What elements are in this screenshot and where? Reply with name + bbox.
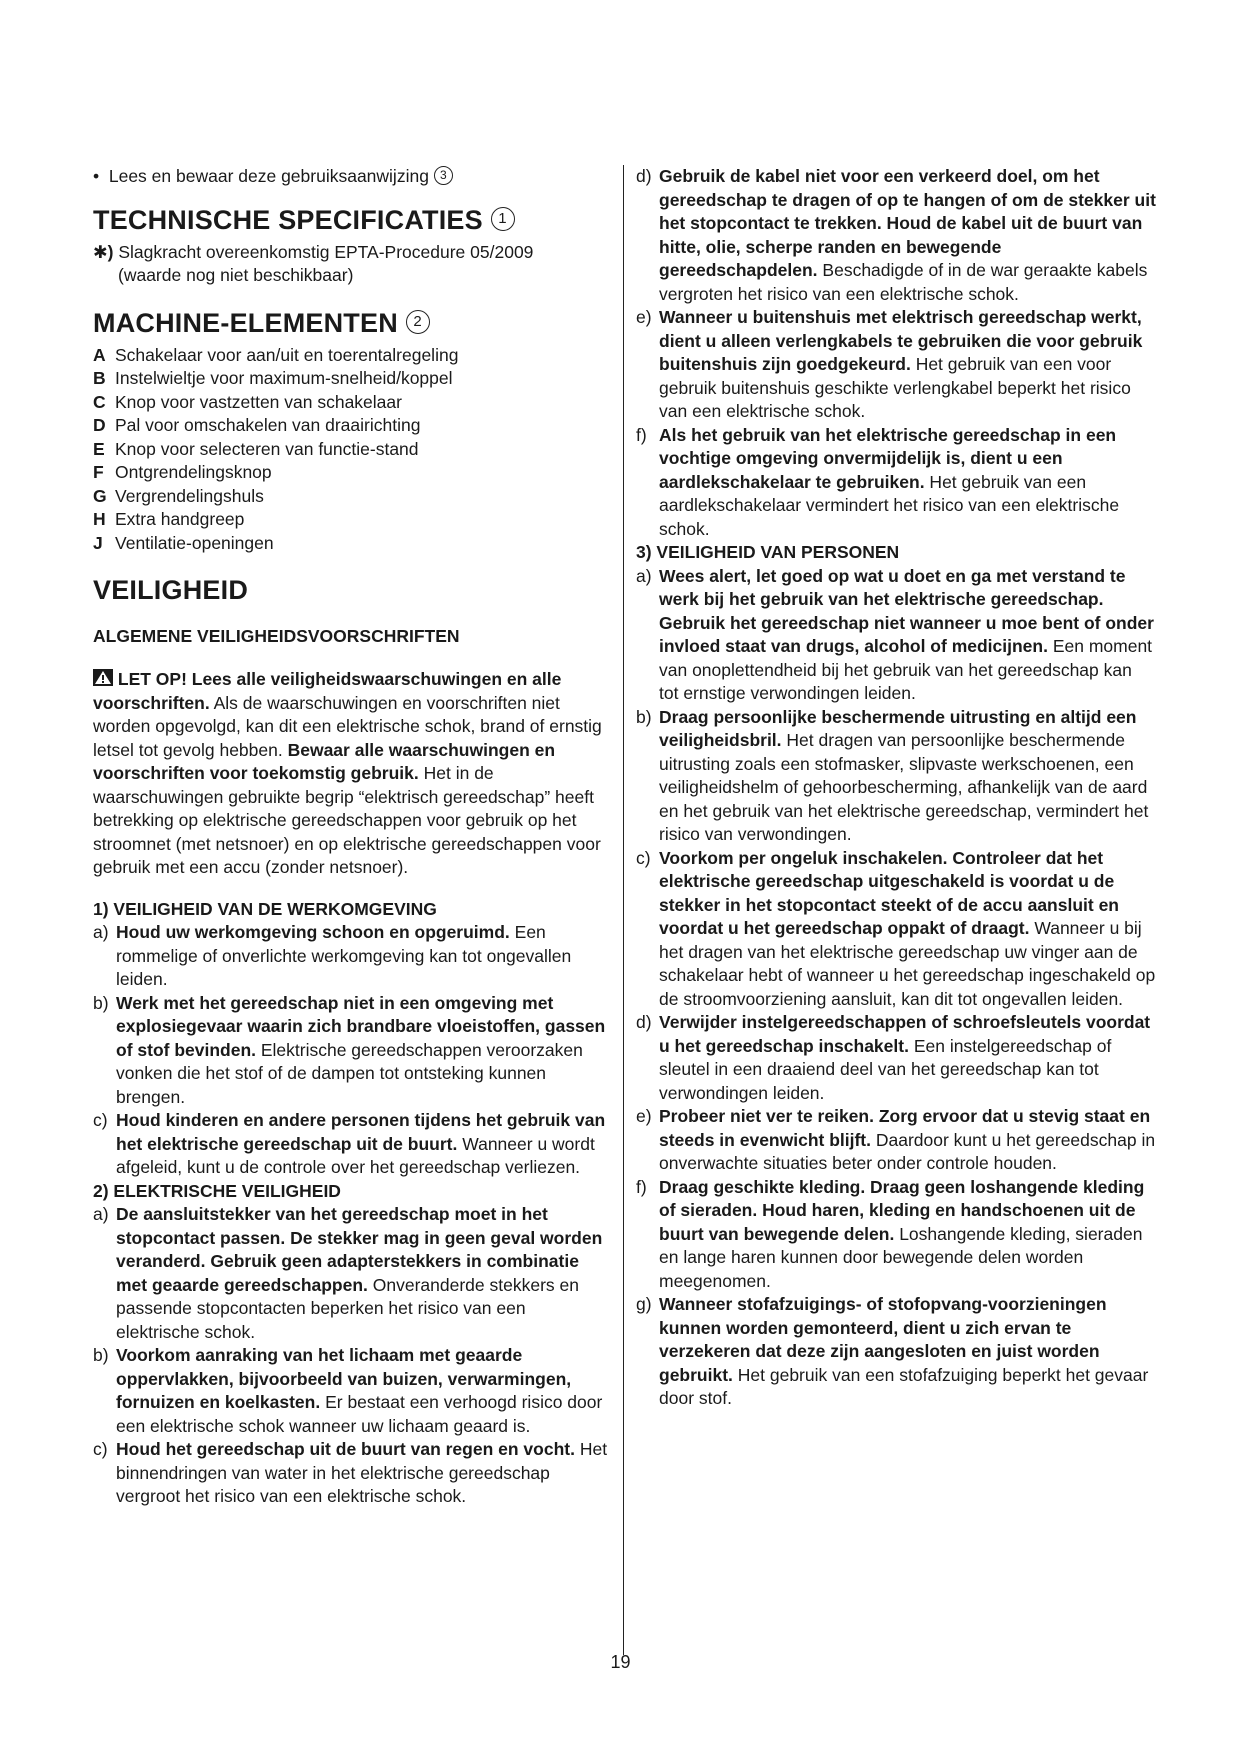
part-key: B [93,368,106,388]
sec3-item-e [636,1105,1156,1176]
item-text: Beschadigde of in de war geraakte kabels vergroten het risico van een elektrische schok. [659,260,1148,304]
figure-ref-3: 3 [434,166,453,185]
sec2-item-f [636,424,1156,542]
item-text: Loshangende kleding, sieraden en lange haren kunnen door bewegende delen worden meegenomen. [659,1223,1143,1291]
item-bold-text: Voorkom per ongeluk inschakelen. Controleer dat het elektrische gereedschap uitgeschakeld is voordat u de stekker in het stopcontact steekt of de accu aansluit en voordat u het gereedschap oppakt of draagt. [659,847,1119,938]
item-bold-text: Probeer niet ver te reiken. Zorg ervoor dat u stevig staat en steeds in evenwicht blijft. [659,1106,1151,1150]
section-1-title: 1) VEILIGHEID VAN DE WERKOMGEVING [93,898,437,919]
sec3-item-a [636,565,1156,706]
sec1-item-b [93,992,613,1110]
tech-spec-note: ✱) Slagkracht overeenkomstig EPTA-Procedure 05/2009 (waarde nog niet beschikbaar) [93,241,534,285]
item-bold-text: Voorkom aanraking van het lichaam met geaarde oppervlakken, bijvoorbeeld van buizen, verwarmingen, fornuizen en koelkasten. [116,1345,572,1412]
item-label: a) [93,922,109,942]
item-label: f) [636,424,647,445]
warning-icon [93,669,113,686]
item-label: c) [636,847,651,868]
item-text: Er bestaat een verhoogd risico door een elektrische schok wanneer uw lichaam geaard is. [116,1392,603,1436]
part-label: Vergrendelingshuls [115,485,264,506]
item-text: Daardoor kunt u het gereedschap in onverwachte situaties beter onder controle houden. [659,1129,1156,1173]
general-warning: LET OP! Lees alle veiligheidswaarschuwingen en alle voorschriften. Als de waarschuwingen en voorschriften niet worden opgevolgd, kan dit een elektrische schok, brand of ernstig letsel tot gevolg hebben. Bewaar alle waarschuwingen en voorschriften voor toekomstig gebruik. Het in de waarschuwingen gebruikte begrip “elektrisch gereedschap” heeft betrekking op elektrische gereedschappen voor gebruik op het stroomnet (met netsnoer) en op elektrische gereedschappen voor gebruik met een accu (zonder netsnoer). [93,669,602,877]
machine-part-d [93,414,613,438]
item-text: Elektrische gereedschappen veroorzaken vonken die het stof of de dampen tot ontsteking kunnen brengen. [116,1039,583,1107]
item-label: b) [636,706,652,727]
asterisk-mark: ✱) [93,241,114,262]
item-text: Een instelgereedschap of sleutel in een draaiend deel van het gereedschap kan tot verwondingen leiden. [659,1035,1112,1103]
item-text: Het gebruik van een aardlekschakelaar vermindert het risico van een elektrische schok. [659,471,1120,539]
section-2-title: 2) ELEKTRISCHE VEILIGHEID [93,1180,341,1201]
item-text: Het gebruik van een stofafzuiging beperkt het gevaar door stof. [659,1364,1149,1408]
item-bold-text: Houd het gereedschap uit de buurt van regen en vocht. [116,1439,575,1459]
sec1-item-c [93,1109,613,1180]
column-divider [623,165,624,1655]
item-label: f) [636,1176,647,1197]
item-label: c) [93,1439,108,1459]
item-bold-text: Draag persoonlijke beschermende uitrusting en altijd een veiligheidsbril. [659,706,1137,750]
part-label: Extra handgreep [115,509,245,529]
item-label: e) [636,307,652,327]
figure-ref-1: 1 [491,207,515,231]
part-key: F [93,462,104,482]
item-text: Het dragen van persoonlijke beschermende uitrusting zoals een stofmasker, slipvaste werkschoenen, een veiligheidshelm of gehoorbescherming, afhankelijk van de aard en het gebruik van het elektrische gereedschap, vermindert het risico van verwondingen. [659,730,1149,844]
figure-ref-2: 2 [406,310,430,334]
item-label: b) [93,992,109,1013]
page-number: 19 [610,1652,631,1672]
item-label: g) [636,1294,652,1314]
sec2-item-a [93,1203,613,1344]
item-label: e) [636,1106,652,1126]
item-bold-text: Houd uw werkomgeving schoon en opgeruimd. [116,922,510,942]
safety-heading: VEILIGHEID [93,575,249,605]
part-label: Knop voor selecteren van functie-stand [115,438,419,459]
sec2-item-e [636,306,1156,424]
machine-part-j [93,532,613,556]
item-text: Een rommelige of onverlichte werkomgeving kan tot ongevallen leiden. [116,922,572,989]
part-label: Schakelaar voor aan/uit en toerentalregeling [115,344,459,365]
part-key: D [93,415,106,435]
part-key: H [93,509,106,529]
item-text: Een moment van onoplettendheid bij het gebruik van het gereedschap kan tot ernstige verwondingen leiden. [659,636,1153,703]
item-text: Wanneer u wordt afgeleid, kunt u de controle over het gereedschap verliezen. [116,1133,595,1177]
item-bold-text: Houd kinderen en andere personen tijdens het gebruik van het elektrische gereedschap uit de buurt. [116,1110,606,1154]
machine-part-g [93,485,613,509]
part-key: C [93,391,106,412]
part-key: A [93,344,106,365]
item-bold-text: Draag geschikte kleding. Draag geen loshangende kleding of sieraden. Houd haren, kleding en handschoenen uit de buurt van bewegende delen. [659,1176,1145,1244]
safety-subheading: ALGEMENE VEILIGHEIDSVOORSCHRIFTEN [93,626,460,646]
item-bold-text: Als het gebruik van het elektrische gereedschap in een vochtige omgeving onvermijdelijk is, dient u een aardlekschakelaar te gebruiken. [659,424,1117,492]
item-label: c) [93,1110,108,1130]
part-label: Ventilatie-openingen [115,532,274,553]
item-bold-text: Wees alert, let goed op wat u doet en ga met verstand te werk bij het gebruik van het elektrische gereedschap. Gebruik het gereedschap niet wanneer u moe bent of onder invloed staat van drugs, alcohol of medicijnen. [659,565,1154,656]
sec1-item-a [93,921,613,992]
item-bold-text: Gebruik de kabel niet voor een verkeerd doel, om het gereedschap te dragen of op te hangen of om de stekker uit het stopcontact te trekken. Houd de kabel uit de buurt van hitte, olie, scherpe randen en bewegende gereedschapdelen. [659,166,1156,280]
tech-spec-heading: TECHNISCHE SPECIFICATIES 1 [93,203,613,237]
machine-part-b [93,367,613,391]
item-text: Wanneer u bij het dragen van het elektrische gereedschap uw vinger aan de schakelaar hebt of wanneer u het gereedschap ingeschakeld op de stroomvoorziening aansluit, kan dit tot ongevallen leiden. [659,918,1156,1009]
item-text: Het binnendringen van water in het elektrische gereedschap vergroot het risico van een elektrische schok. [116,1439,608,1506]
intro-bullet: • Lees en bewaar deze gebruiksaanwijzing 3 [93,165,613,189]
item-label: a) [636,565,652,586]
part-label: Knop voor vastzetten van schakelaar [115,391,402,412]
item-bold-text: Verwijder instelgereedschappen of schroefsleutels voordat u het gereedschap inschakelt. [659,1012,1151,1056]
item-bold-text: Wanneer stofafzuigings- of stofopvang-voorzieningen kunnen worden gemonteerd, dient u zich ervan te verzekeren dat deze zijn aangesloten en juist worden gebruikt. [659,1294,1107,1385]
item-bold-text: De aansluitstekker van het gereedschap moet in het stopcontact passen. De stekker mag in geen geval worden veranderd. Gebruik geen adapterstekkers in combinatie met geaarde gereedschappen. [116,1204,603,1295]
sec3-item-c [636,847,1156,1012]
machine-elements-heading: MACHINE-ELEMENTEN 2 [93,306,613,340]
item-bold-text: Werk met het gereedschap niet in een omgeving met explosiegevaar waarin zich brandbare vloeistoffen, gassen of stof bevinden. [116,992,606,1060]
bullet-dot: • [93,166,109,186]
section-2-list [93,1203,613,1509]
part-key: G [93,485,107,506]
item-bold-text: Wanneer u buitenshuis met elektrisch gereedschap werkt, dient u alleen verlengkabels te gebruiken die voor gebruik buitenshuis zijn goedgekeurd. [659,307,1143,374]
section-3-title: 3) VEILIGHEID VAN PERSONEN [636,542,900,562]
section-2-continued-list [636,165,1156,541]
section-1-list [93,921,613,1180]
part-key: E [93,438,105,459]
sec3-item-b [636,706,1156,847]
machine-part-f [93,461,613,485]
section-3-list [636,565,1156,1411]
item-text: Het gebruik van een voor gebruik buitenshuis geschikte verlengkabel beperkt het risico van een elektrische schok. [659,354,1131,421]
item-label: d) [636,166,652,186]
sec3-item-f [636,1176,1156,1294]
machine-part-c [93,391,613,415]
machine-part-a [93,344,613,368]
machine-part-e [93,438,613,462]
part-label: Instelwieltje voor maximum-snelheid/koppel [115,368,453,388]
part-label: Pal voor omschakelen van draairichting [115,415,421,435]
item-label: b) [93,1345,109,1365]
part-label: Ontgrendelingsknop [115,462,272,482]
part-key: J [93,532,103,553]
right-column [636,165,1156,1411]
machine-part-h [93,508,613,532]
sec2-item-d [636,165,1156,306]
sec2-item-c [93,1438,613,1509]
sec3-item-g [636,1293,1156,1411]
sec2-item-b [93,1344,613,1438]
left-column [93,165,613,1509]
item-label: d) [636,1012,652,1032]
sec3-item-d [636,1011,1156,1105]
item-text: Onveranderde stekkers en passende stopcontacten beperken het risico van een elektrische schok. [116,1274,579,1342]
machine-parts-list [93,344,613,556]
item-label: a) [93,1204,109,1224]
